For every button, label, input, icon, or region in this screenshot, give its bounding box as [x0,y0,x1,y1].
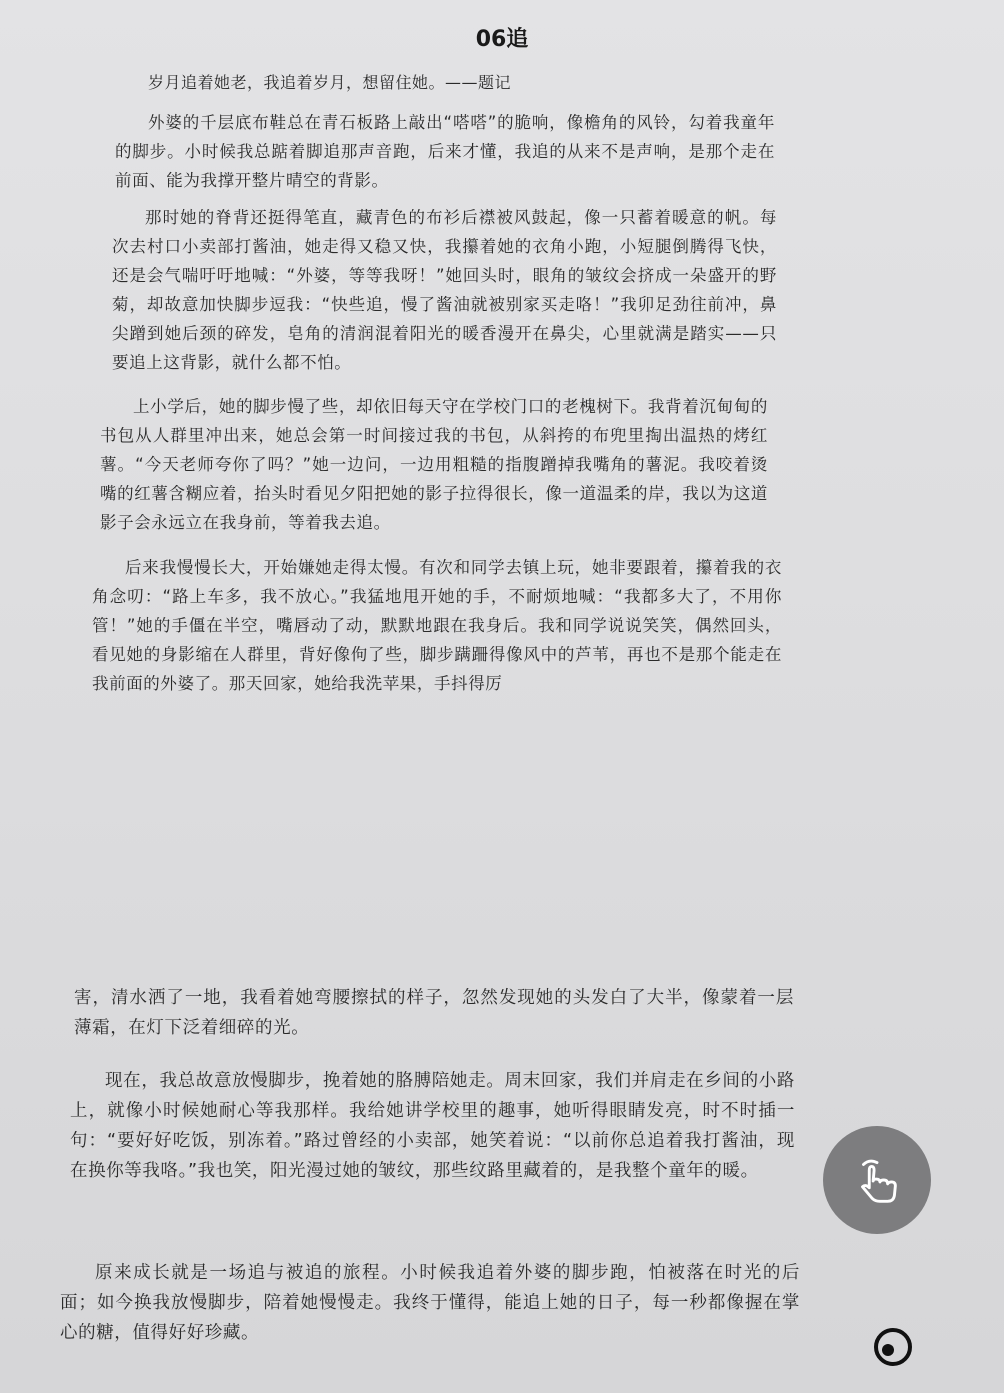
paragraph-block [74,983,794,1051]
paragraph: 外婆的千层底布鞋总在青石板路上敲出“嗒嗒”的脆响，像檐角的风铃，勾着我童年的脚步。小时候我总踮着脚追那声音跑，后来才懂，我追的从来不是声响，是那个走在前面、能为我撑开整片晴空的背影。 [115,113,775,190]
paragraph: 原来成长就是一场追与被追的旅程。小时候我追着外婆的脚步跑，怕被落在时光的后面；如今换我放慢脚步，陪着她慢慢走。我终于懂得，能追上她的日子，每一秒都像握在掌心的糖，值得好好珍藏。 [60,1263,800,1343]
epigraph: 岁月追着她老，我追着岁月，想留住她。——题记 [148,73,512,92]
paragraph: 害，清水洒了一地，我看着她弯腰擦拭的样子，忽然发现她的头发白了大半，像蒙着一层薄霜，在灯下泛着细碎的光。 [74,988,794,1038]
assistant-bubble-button[interactable] [872,1326,914,1368]
paragraph: 后来我慢慢长大，开始嫌她走得太慢。有次和同学去镇上玩，她非要跟着，攥着我的衣角念叨：“路上车多，我不放心。”我猛地甩开她的手，不耐烦地喊：“我都多大了，不用你管！”她的手僵在半空，嘴唇动了动，默默地跟在我身后。我和同学说说笑笑，偶然回头，看见她的身影缩在人群里，背好像佝了些，脚步蹒跚得像风中的芦苇，再也不是那个能走在我前面的外婆了。那天回家，她给我洗苹果，手抖得厉 [92,558,782,693]
paragraph-block [115,108,775,203]
paragraph-block [112,203,777,385]
paragraph: 现在，我总故意放慢脚步，挽着她的胳膊陪她走。周末回家，我们并肩走在乡间的小路上，就像小时候她耐心等我那样。我给她讲学校里的趣事，她听得眼睛发亮，时不时插一句：“要好好吃饭，别冻着。”路过曾经的小卖部，她笑着说：“以前你总追着我打酱油，现在换你等我咯。”我也笑，阳光漫过她的皱纹，那些纹路里藏着的，是我整个童年的暖。 [70,1071,795,1181]
paragraph-block [70,1066,795,1194]
floating-action-button[interactable] [823,1126,931,1234]
paragraph-block [60,1258,800,1356]
paragraph: 那时她的脊背还挺得笔直，藏青色的布衫后襟被风鼓起，像一只蓄着暖意的帆。每次去村口小卖部打酱油，她走得又稳又快，我攥着她的衣角小跑，小短腿倒腾得飞快，还是会气喘吁吁地喊：“外婆，等等我呀！”她回头时，眼角的皱纹会挤成一朵盛开的野菊，却故意加快脚步逗我：“快些追，慢了酱油就被别家买走咯！”我卯足劲往前冲，鼻尖蹭到她后颈的碎发，皂角的清润混着阳光的暖香漫开在鼻尖，心里就满是踏实——只要追上这背影，就什么都不怕。 [112,208,777,372]
paragraph-block [92,553,782,706]
paragraph: 上小学后，她的脚步慢了些，却依旧每天守在学校门口的老槐树下。我背着沉甸甸的书包从人群里冲出来，她总会第一时间接过我的书包，从斜挎的布兜里掏出温热的烤红薯。“今天老师夸你了吗？”她一边问，一边用粗糙的指腹蹭掉我嘴角的薯泥。我咬着烫嘴的红薯含糊应着，抬头时看见夕阳把她的影子拉得很长，像一道温柔的岸，我以为这道影子会永远立在我身前，等着我去追。 [100,397,768,532]
tap-gesture-icon [848,1151,906,1209]
assistant-bubble-icon [872,1326,914,1368]
page-title: 06追 [475,27,529,52]
paragraph-block [100,392,768,545]
